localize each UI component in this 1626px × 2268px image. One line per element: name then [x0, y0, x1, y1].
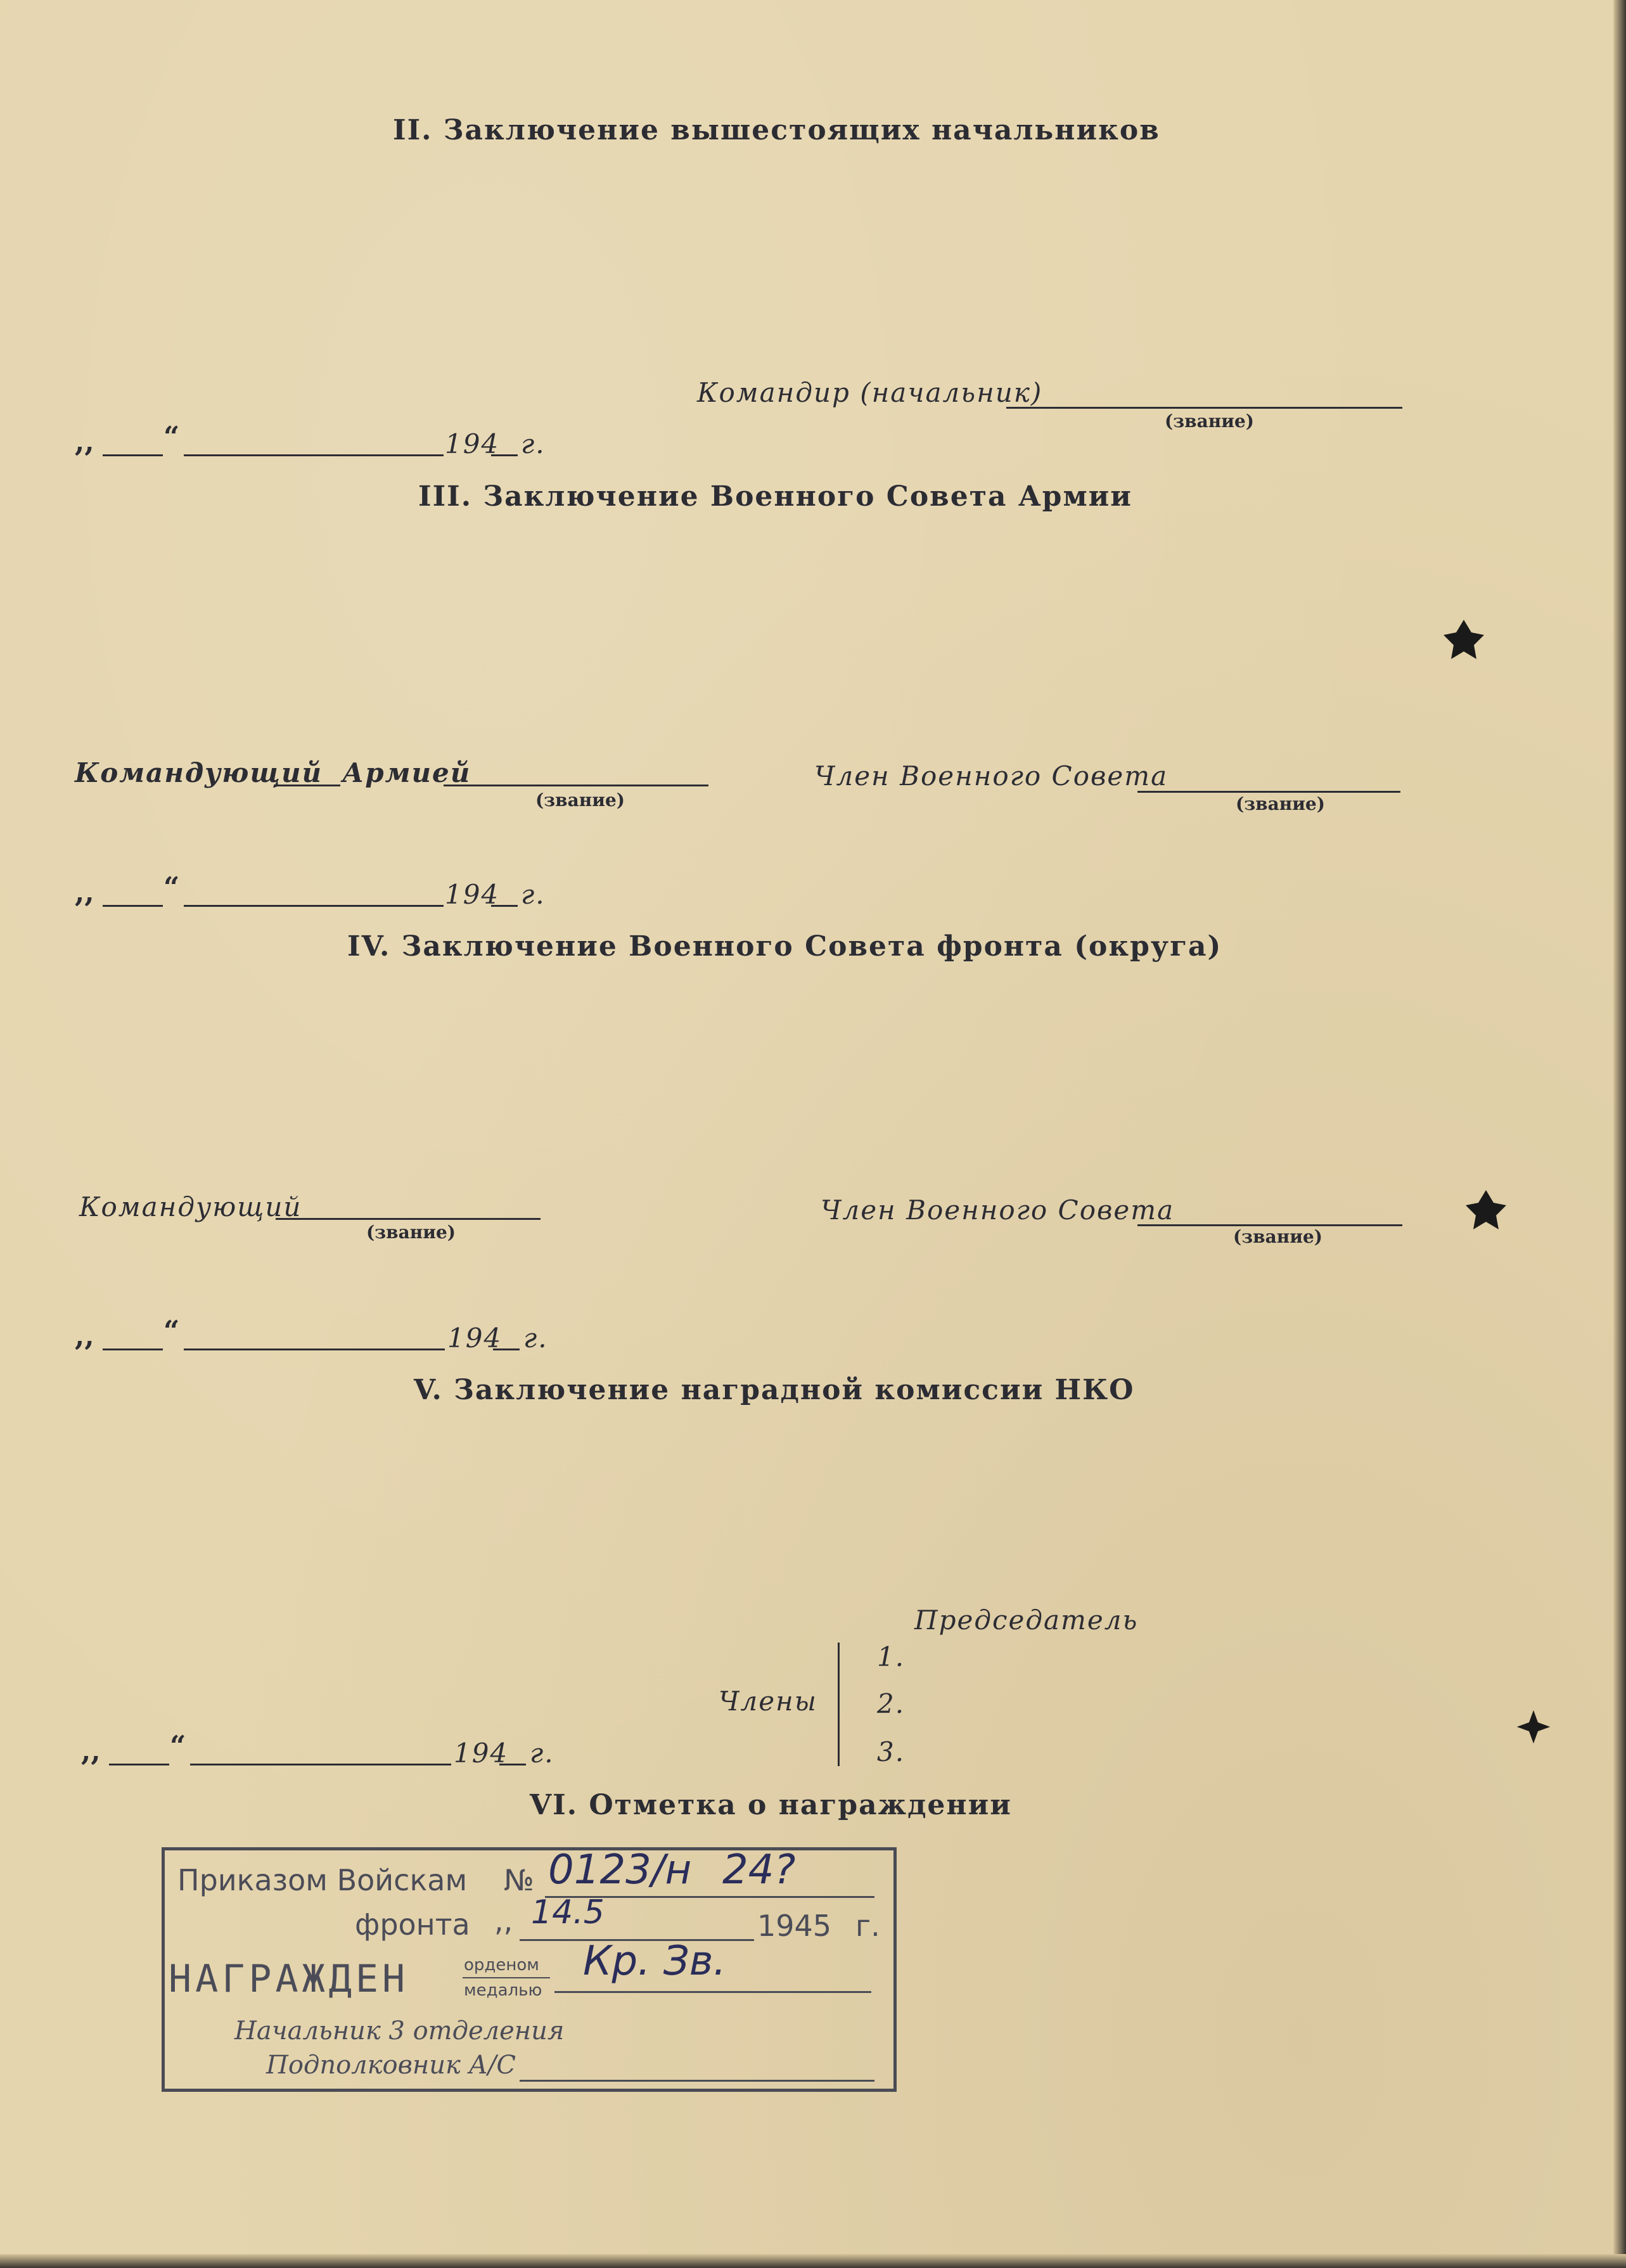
members-brace — [838, 1643, 840, 1766]
date-open-quote: ,, — [81, 1735, 101, 1767]
page-edge-right — [1613, 0, 1626, 2268]
award-stamp — [162, 1847, 897, 2092]
stamp-awarded: НАГРАЖДЕН — [169, 1957, 409, 2001]
date-year-prefix: 194 — [445, 879, 500, 910]
army-commander-line-b — [444, 785, 708, 786]
date-year-suffix: г. — [530, 1738, 554, 1769]
date-year-prefix: 194 — [454, 1738, 509, 1769]
army-commander-line-a — [274, 785, 340, 786]
stamp-medal-word: медалью — [464, 1981, 542, 2000]
stamp-rank-underline — [520, 2080, 874, 2082]
punch-hole-mark — [1461, 1185, 1511, 1236]
stamp-order-word: орденом — [464, 1956, 539, 1975]
section-v-title: V. Заключение наградной комиссии НКО — [414, 1374, 1135, 1406]
stamp-chief-line: Начальник 3 отделения — [234, 2016, 565, 2046]
members-label: Члены — [719, 1686, 817, 1717]
rank-caption: (звание) — [535, 790, 625, 810]
date-open-quote: ,, — [75, 426, 94, 458]
section-iii-title: III. Заключение Военного Совета Армии — [418, 480, 1132, 513]
front-commander-line — [276, 1218, 541, 1220]
section-ii-title: II. Заключение вышестоящих начальников — [393, 114, 1160, 146]
stamp-award-name: Кр. Зв. — [583, 1938, 726, 1985]
date-day-line — [109, 1764, 169, 1765]
stamp-rank-line: Подполковник А/С — [266, 2051, 516, 2080]
chairman-label: Председатель — [914, 1605, 1139, 1636]
stamp-order-number: 0123/н — [548, 1847, 692, 1893]
stamp-award-line — [554, 1991, 871, 1993]
council-member-label: Член Военного Совета — [821, 1195, 1175, 1226]
commander-signature-line — [1006, 407, 1402, 409]
stamp-date-quote: ,, — [494, 1904, 513, 1938]
date-year-line — [499, 1764, 526, 1765]
punch-hole-mark — [1438, 615, 1489, 665]
stamp-order-label: Приказом Войскам — [177, 1863, 468, 1897]
council-member-label: Член Военного Совета — [814, 760, 1168, 791]
commander-label: Командир (начальник) — [697, 377, 1043, 408]
army-commander-label: Командующий — [75, 757, 323, 788]
rank-caption: (звание) — [1233, 1226, 1323, 1247]
date-year-suffix: г. — [523, 1323, 548, 1354]
date-close-quote: “ — [163, 421, 180, 453]
stamp-order-no-label: № — [504, 1863, 534, 1897]
date-year-line — [491, 905, 518, 907]
punch-hole-mark — [1511, 1705, 1556, 1749]
date-open-quote: ,, — [75, 1320, 94, 1352]
date-day-line — [103, 905, 163, 907]
date-day-line — [103, 1349, 163, 1350]
date-month-line — [184, 454, 444, 456]
date-month-line — [184, 1349, 445, 1350]
section-iv-title: IV. Заключение Военного Совета фронта (округа) — [347, 930, 1222, 963]
date-month-line — [184, 905, 444, 907]
date-open-quote: ,, — [75, 876, 94, 909]
date-year-line — [491, 454, 518, 456]
date-close-quote: “ — [163, 1315, 180, 1347]
stamp-year-suffix: г. — [855, 1909, 880, 1943]
stamp-date-value: 14.5 — [531, 1893, 605, 1932]
date-year-suffix: г. — [521, 879, 546, 910]
council-member-line — [1137, 791, 1400, 793]
date-day-line — [103, 454, 163, 456]
page-edge-bottom — [0, 2254, 1626, 2268]
front-commander-label: Командующий — [79, 1191, 302, 1222]
date-year-prefix: 194 — [445, 428, 500, 459]
member-number-1: 1. — [877, 1641, 906, 1672]
date-year-prefix: 194 — [447, 1323, 503, 1354]
stamp-order-extra: 24? — [722, 1847, 796, 1893]
rank-caption: (звание) — [366, 1222, 456, 1243]
date-year-line — [493, 1349, 520, 1350]
date-close-quote: “ — [163, 871, 180, 904]
army-word: Армией — [342, 757, 471, 788]
section-vi-title: VI. Отметка о награждении — [530, 1789, 1012, 1821]
stamp-year-value: 1945 — [757, 1909, 832, 1943]
member-number-2: 2. — [877, 1688, 906, 1719]
rank-caption: (звание) — [1165, 411, 1255, 432]
member-number-3: 3. — [877, 1736, 906, 1767]
rank-caption: (звание) — [1236, 793, 1326, 814]
date-close-quote: “ — [170, 1730, 186, 1762]
stamp-word-divider — [463, 1977, 550, 1978]
date-month-line — [190, 1764, 451, 1765]
stamp-front-label: фронта — [355, 1907, 470, 1942]
date-year-suffix: г. — [521, 428, 546, 459]
